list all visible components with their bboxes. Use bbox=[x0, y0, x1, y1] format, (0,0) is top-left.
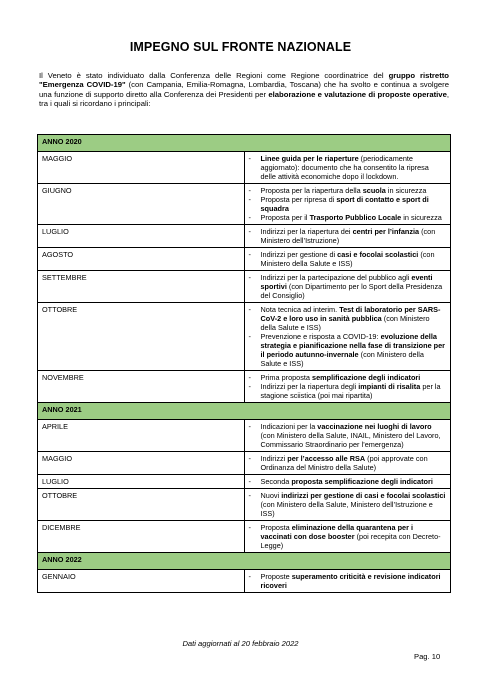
list-item bbox=[261, 186, 447, 195]
initiatives-cell bbox=[244, 248, 451, 271]
initiatives-cell bbox=[244, 271, 451, 303]
bold-text-run: Linee guida per le riaperture bbox=[260, 154, 359, 163]
bold-text-run: vaccinazione nei luoghi di lavoro bbox=[317, 422, 432, 431]
month-cell: LUGLIO bbox=[38, 225, 245, 248]
text-run: Proposte bbox=[260, 572, 292, 581]
bold-text-run: impianti di risalita bbox=[358, 382, 421, 391]
month-cell: MAGGIO bbox=[38, 452, 245, 475]
year-header: ANNO 2021 bbox=[38, 403, 451, 420]
year-header-row bbox=[38, 135, 451, 152]
initiatives-cell bbox=[244, 152, 451, 184]
year-header-row bbox=[38, 403, 451, 420]
text-run: (poi recepita con Decreto-Legge) bbox=[260, 532, 441, 550]
bold-text-run: centri per l’infanzia bbox=[352, 227, 420, 236]
text-run: (con Dipartimento per lo Sport della Presidenza del Consiglio) bbox=[260, 282, 443, 300]
initiative-list bbox=[249, 523, 447, 550]
bold-text-run: eliminazione della quarantena per i vaccinati con dose booster bbox=[260, 523, 413, 541]
table-row bbox=[38, 475, 451, 489]
text-run: Il Veneto è stato individuato dalla Conferenza delle Regioni come Regione coordinatrice del bbox=[39, 71, 389, 80]
list-item bbox=[261, 305, 447, 332]
month-cell: DICEMBRE bbox=[38, 521, 245, 553]
initiative-list bbox=[249, 572, 447, 590]
initiatives-cell bbox=[244, 303, 451, 371]
bold-text-run: evoluzione della strategia e pianificazione nella fase di transizione per il periodo autunno-invernale bbox=[260, 332, 446, 359]
text-run: (con Ministero della Salute e ISS) bbox=[260, 314, 430, 332]
text-run: (con Ministero della Salute, INAIL, Ministero del Lavoro, Commissario Straordinario per l’emergenza) bbox=[260, 431, 441, 449]
month-cell: MAGGIO bbox=[38, 152, 245, 184]
text-run: Indirizzi per la riapertura dei bbox=[260, 227, 353, 236]
text-run: Nota tecnica ad interim. bbox=[260, 305, 340, 314]
text-run: (con Ministero della Salute e ISS) bbox=[260, 250, 435, 268]
bold-text-run: indirizzi per gestione di casi e focolai scolastici bbox=[281, 491, 446, 500]
text-run: (con Campania, Emilia-Romagna, Lombardia, Toscana) che ha svolto e continua a svolgere una funzione di supporto diretto alla Conferenza dei Presidenti per bbox=[39, 80, 449, 99]
text-run: per la stagione sciistica (poi mai ripartita) bbox=[260, 382, 441, 400]
text-run: Prevenzione e risposta a COVID-19: bbox=[260, 332, 381, 341]
month-cell: OTTOBRE bbox=[38, 489, 245, 521]
text-run: (con Ministero della Salute, Ministero dell’Istruzione e ISS) bbox=[260, 500, 433, 518]
month-cell: LUGLIO bbox=[38, 475, 245, 489]
bold-text-run: per l’accesso alle RSA bbox=[287, 454, 366, 463]
initiative-list bbox=[249, 154, 447, 181]
table-row bbox=[38, 570, 451, 593]
page-title: IMPEGNO SUL FRONTE NAZIONALE bbox=[129, 40, 352, 54]
table-row bbox=[38, 489, 451, 521]
initiatives-cell bbox=[244, 371, 451, 403]
initiatives-cell bbox=[244, 225, 451, 248]
list-item bbox=[261, 523, 447, 550]
text-run: Indirizzi per la riapertura degli bbox=[260, 382, 359, 391]
bold-text-run: elaborazione e valutazione di proposte operative bbox=[268, 89, 447, 99]
list-item bbox=[261, 454, 447, 472]
month-cell: NOVEMBRE bbox=[38, 371, 245, 403]
initiatives-table bbox=[37, 134, 451, 593]
bold-text-run: superamento criticità e revisione indicatori ricoveri bbox=[260, 572, 441, 590]
bold-text-run: proposta semplificazione degli indicatori bbox=[291, 477, 433, 486]
list-item bbox=[261, 250, 447, 268]
text-run: (poi approvate con Ordinanza del Ministro della Salute) bbox=[260, 454, 428, 472]
list-item bbox=[261, 422, 447, 449]
initiative-list bbox=[249, 305, 447, 368]
initiative-list bbox=[249, 373, 447, 400]
intro-paragraph bbox=[39, 71, 449, 109]
list-item bbox=[261, 332, 447, 368]
table-row bbox=[38, 225, 451, 248]
bold-text-run: casi e focolai scolastici bbox=[337, 250, 419, 259]
initiatives-cell bbox=[244, 420, 451, 452]
list-item bbox=[261, 227, 447, 245]
bold-text-run: gruppo ristretto "Emergenza COVID-19" bbox=[39, 71, 450, 90]
list-item bbox=[261, 572, 447, 590]
month-cell: AGOSTO bbox=[38, 248, 245, 271]
list-item bbox=[261, 373, 447, 382]
text-run: , tra i quali si ricordano i principali: bbox=[39, 89, 449, 109]
month-cell: SETTEMBRE bbox=[38, 271, 245, 303]
list-item bbox=[261, 477, 447, 486]
text-run: (con Ministero della Salute e ISS) bbox=[260, 350, 424, 368]
table-row bbox=[38, 420, 451, 452]
initiative-list bbox=[249, 273, 447, 300]
year-header-row bbox=[38, 553, 451, 570]
update-note: Dati aggiornati al 20 febbraio 2022 bbox=[182, 639, 299, 648]
bold-text-run: eventi sportivi bbox=[260, 273, 433, 291]
list-item bbox=[261, 273, 447, 300]
month-cell: GIUGNO bbox=[38, 184, 245, 225]
bold-text-run: Trasporto Pubblico Locale bbox=[309, 213, 402, 222]
bold-text-run: sport di contatto e sport di squadra bbox=[260, 195, 429, 213]
initiative-list bbox=[249, 250, 447, 268]
bold-text-run: Test di laboratorio per SARS-CoV-2 e loro uso in sanità pubblica bbox=[260, 305, 441, 323]
initiative-list bbox=[249, 227, 447, 245]
text-run: Proposta bbox=[260, 523, 292, 532]
text-run: Indirizzi bbox=[260, 454, 288, 463]
initiative-list bbox=[249, 454, 447, 472]
initiative-list bbox=[249, 186, 447, 222]
initiatives-cell bbox=[244, 452, 451, 475]
month-cell: APRILE bbox=[38, 420, 245, 452]
list-item bbox=[261, 382, 447, 400]
bold-text-run: scuola bbox=[362, 186, 386, 195]
text-run: Prima proposta bbox=[260, 373, 313, 382]
text-run: in sicurezza bbox=[385, 186, 427, 195]
table-row bbox=[38, 521, 451, 553]
table-row bbox=[38, 184, 451, 225]
page-number: Pag. 10 bbox=[414, 652, 441, 661]
bold-text-run: semplificazione degli indicatori bbox=[312, 373, 421, 382]
list-item bbox=[261, 195, 447, 213]
text-run: Seconda bbox=[260, 477, 292, 486]
table-row bbox=[38, 303, 451, 371]
text-run: Indirizzi per gestione di bbox=[260, 250, 338, 259]
table-row bbox=[38, 452, 451, 475]
year-header: ANNO 2020 bbox=[38, 135, 451, 152]
initiatives-cell bbox=[244, 184, 451, 225]
list-item bbox=[261, 213, 447, 222]
month-cell: OTTOBRE bbox=[38, 303, 245, 371]
text-run: Proposta per la riapertura della bbox=[260, 186, 363, 195]
text-run: in sicurezza bbox=[401, 213, 442, 222]
text-run: Indicazioni per la bbox=[260, 422, 318, 431]
list-item bbox=[261, 154, 447, 181]
table-row bbox=[38, 152, 451, 184]
initiative-list bbox=[249, 422, 447, 449]
table-row bbox=[38, 271, 451, 303]
year-header: ANNO 2022 bbox=[38, 553, 451, 570]
text-run: Proposta per il bbox=[260, 213, 310, 222]
initiatives-cell bbox=[244, 570, 451, 593]
initiatives-cell bbox=[244, 489, 451, 521]
table-row bbox=[38, 248, 451, 271]
initiative-list bbox=[249, 491, 447, 518]
text-run: Proposta per ripresa di bbox=[260, 195, 337, 204]
text-run: Nuovi bbox=[260, 491, 282, 500]
text-run: (con Ministero dell’Istruzione) bbox=[260, 227, 436, 245]
initiatives-cell bbox=[244, 475, 451, 489]
text-run: Indirizzi per la partecipazione del pubblico agli bbox=[260, 273, 412, 282]
initiative-list bbox=[249, 477, 447, 486]
initiatives-cell bbox=[244, 521, 451, 553]
month-cell: GENNAIO bbox=[38, 570, 245, 593]
list-item bbox=[261, 491, 447, 518]
table-row bbox=[38, 371, 451, 403]
text-run: (periodicamente aggiornato): documento che ha consentito la ripresa delle attività economiche dopo il lockdown. bbox=[260, 154, 429, 181]
